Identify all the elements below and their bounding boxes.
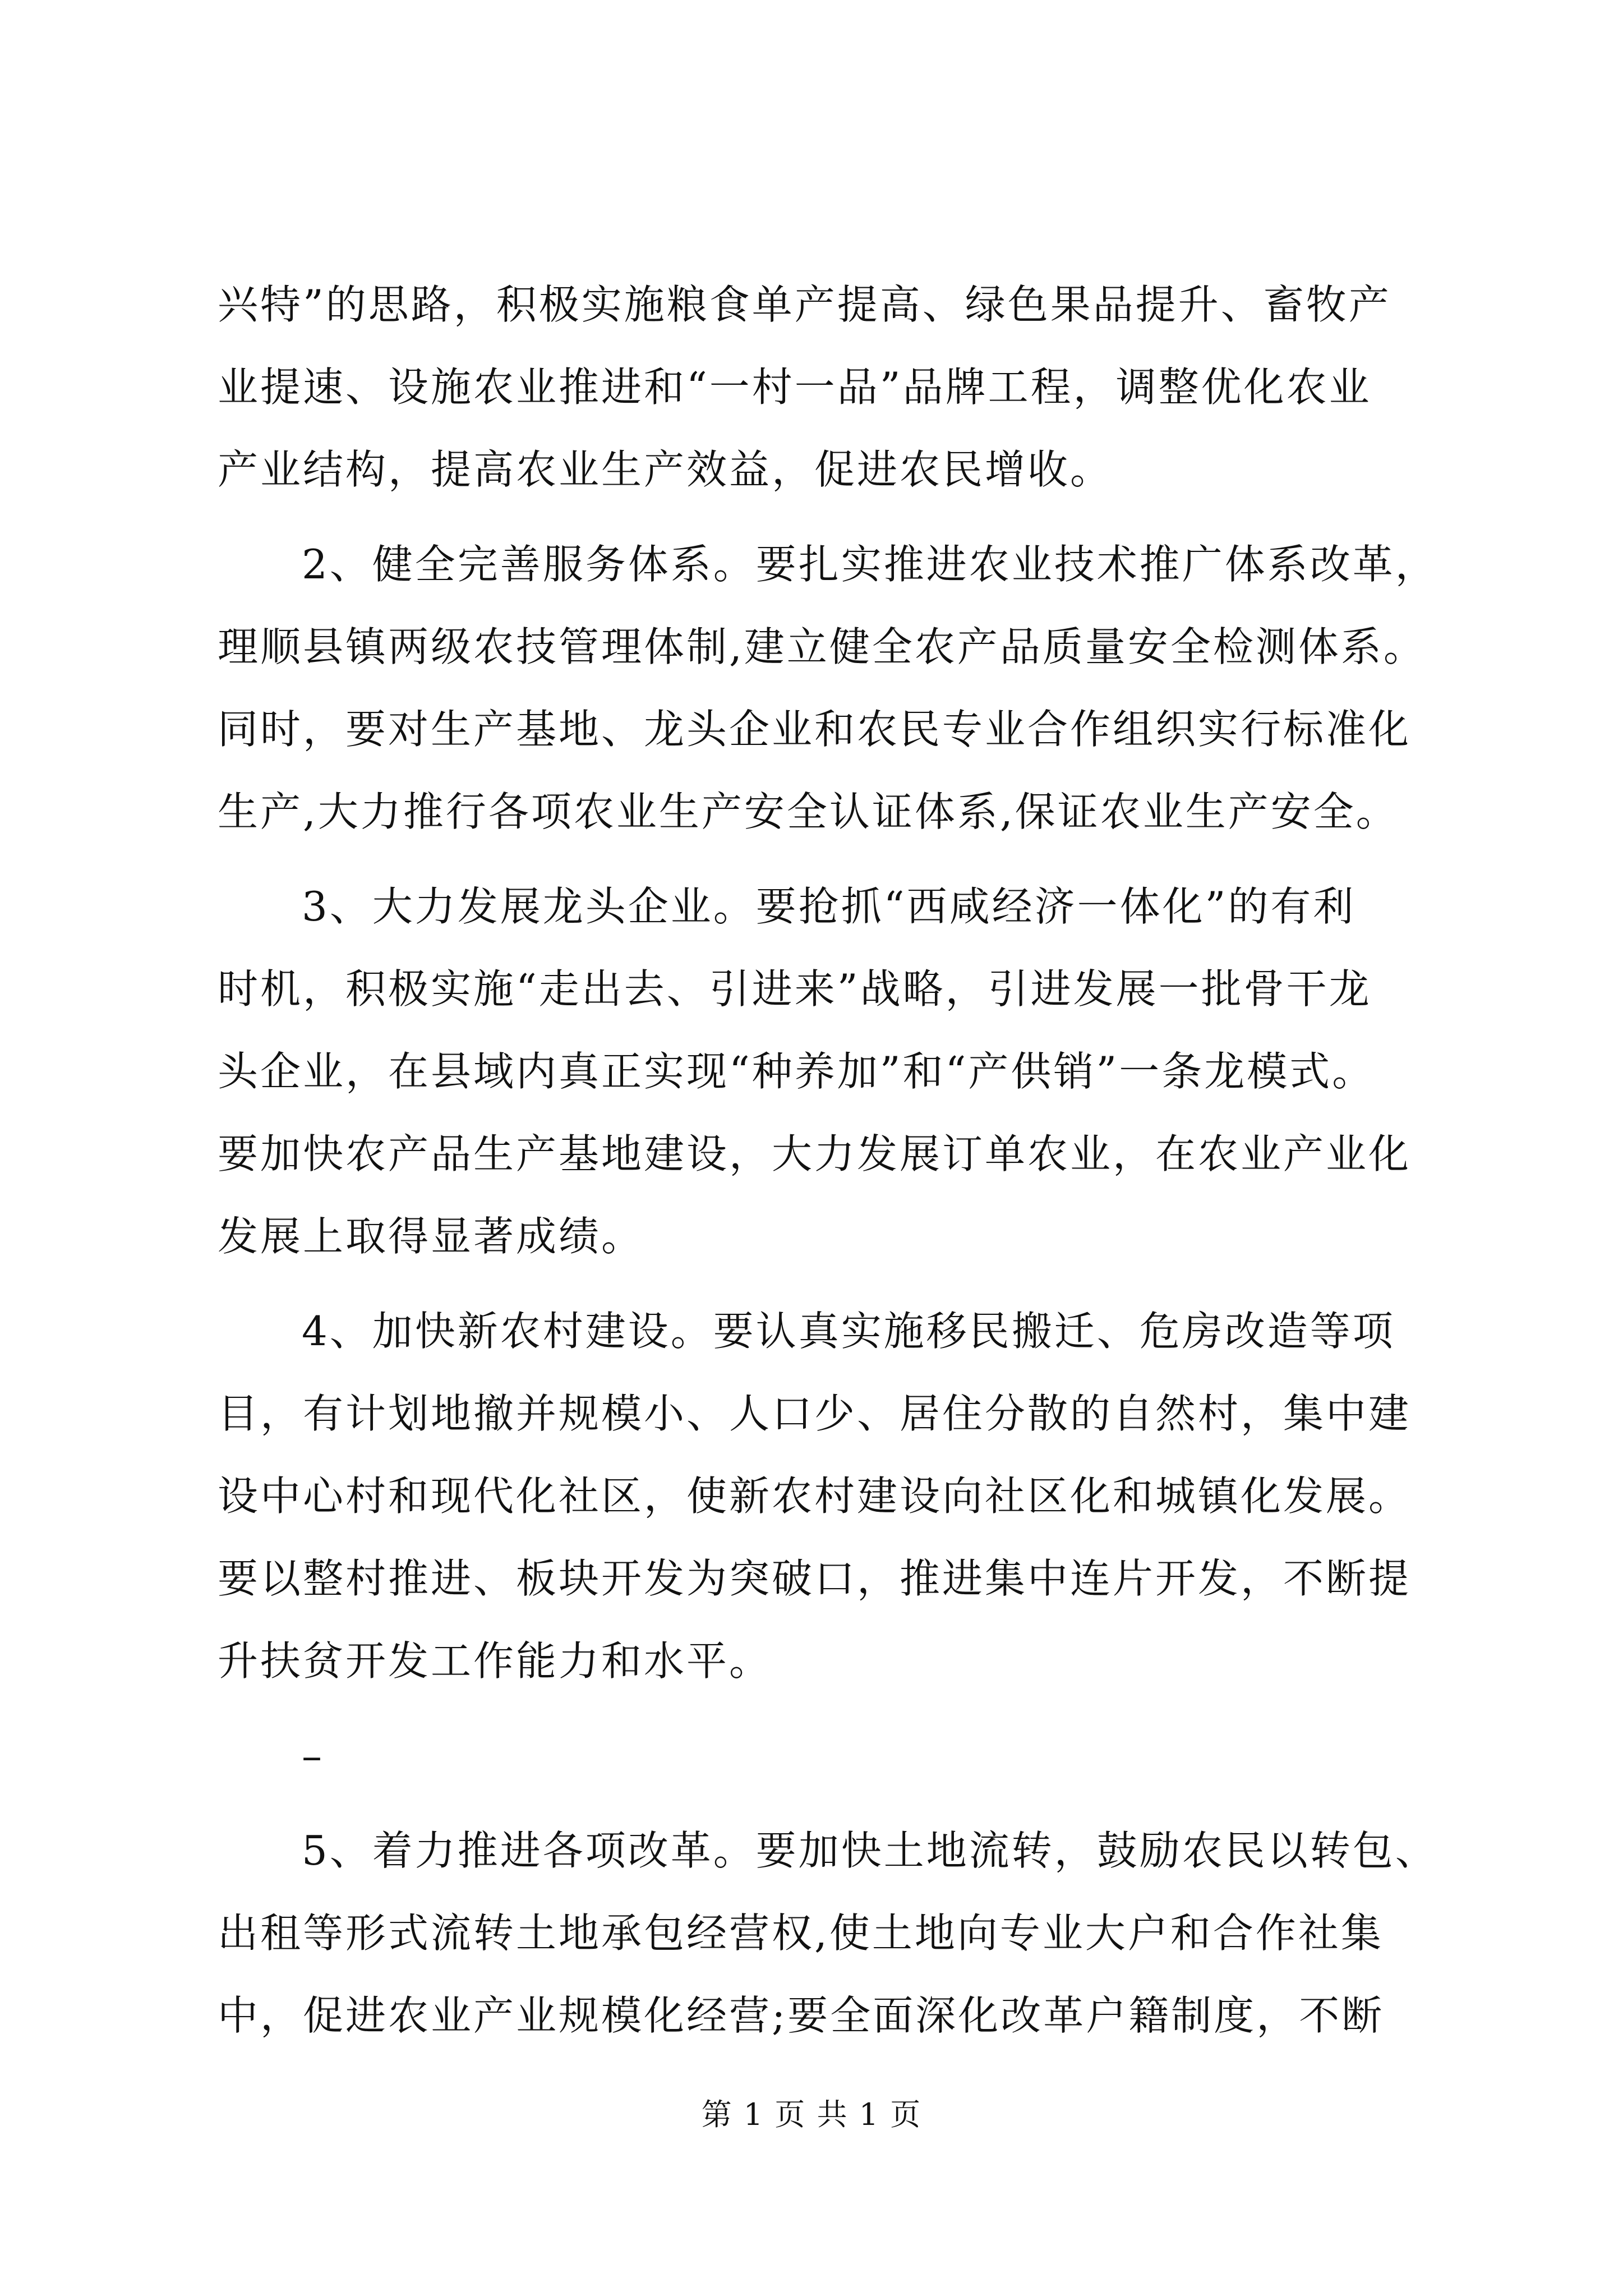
text-line: 头企业，在县域内真正实现“种养加”和“产供销”一条龙模式。 bbox=[218, 1048, 1375, 1095]
text-line: 升扶贫开发工作能力和水平。 bbox=[218, 1637, 772, 1685]
paragraph-start-line: 4、加快新农村建设。要认真实施移民搬迁、危房改造等项 bbox=[302, 1308, 1395, 1355]
text-line: 产业结构，提高农业生产效益，促进农民增收。 bbox=[218, 446, 1113, 493]
page-footer: 第 1 页 共 1 页 bbox=[701, 2097, 922, 2132]
separator-dash: – bbox=[302, 1732, 322, 1779]
text-line: 兴特”的思路，积极实施粮食单产提高、绿色果品提升、畜牧产 bbox=[218, 281, 1391, 328]
paragraph-start-line: 3、大力发展龙头企业。要抢抓“西咸经济一体化”的有利 bbox=[302, 883, 1356, 930]
text-line: 时机，积极实施“走出去、引进来”战略，引进发展一批骨干龙 bbox=[218, 965, 1372, 1013]
text-line: 要以整村推进、板块开发为突破口，推进集中连片开发，不断提 bbox=[218, 1555, 1412, 1602]
body-text bbox=[218, 264, 1438, 2057]
text-line: 设中心村和现代化社区，使新农村建设向社区化和城镇化发展。 bbox=[218, 1473, 1412, 1520]
text-line: 同时，要对生产基地、龙头企业和农民专业合作组织实行标准化 bbox=[218, 706, 1412, 753]
text-line: 发展上取得显著成绩。 bbox=[218, 1213, 644, 1260]
text-line: 业提速、设施农业推进和“一村一品”品牌工程，调整优化农业 bbox=[218, 364, 1372, 411]
paragraph-start-line: 2、健全完善服务体系。要扎实推进农业技术推广体系改革， bbox=[302, 541, 1438, 588]
text-line: 中，促进农业产业规模化经营;要全面深化改革户籍制度，不断 bbox=[218, 1992, 1385, 2039]
text-line: 目，有计划地撤并规模小、人口少、居住分散的自然村，集中建 bbox=[218, 1390, 1412, 1437]
text-line: 生产,大力推行各项农业生产安全认证体系,保证农业生产安全。 bbox=[218, 788, 1399, 835]
paragraph-start-line: 5、着力推进各项改革。要加快土地流转，鼓励农民以转包、 bbox=[302, 1827, 1438, 1874]
text-line: 理顺县镇两级农技管理体制,建立健全农产品质量安全检测体系。 bbox=[218, 623, 1426, 670]
text-line: 出租等形式流转土地承包经营权,使土地向专业大户和合作社集 bbox=[218, 1910, 1384, 1957]
text-line: 要加快农产品生产基地建设，大力发展订单农业，在农业产业化 bbox=[218, 1130, 1412, 1177]
